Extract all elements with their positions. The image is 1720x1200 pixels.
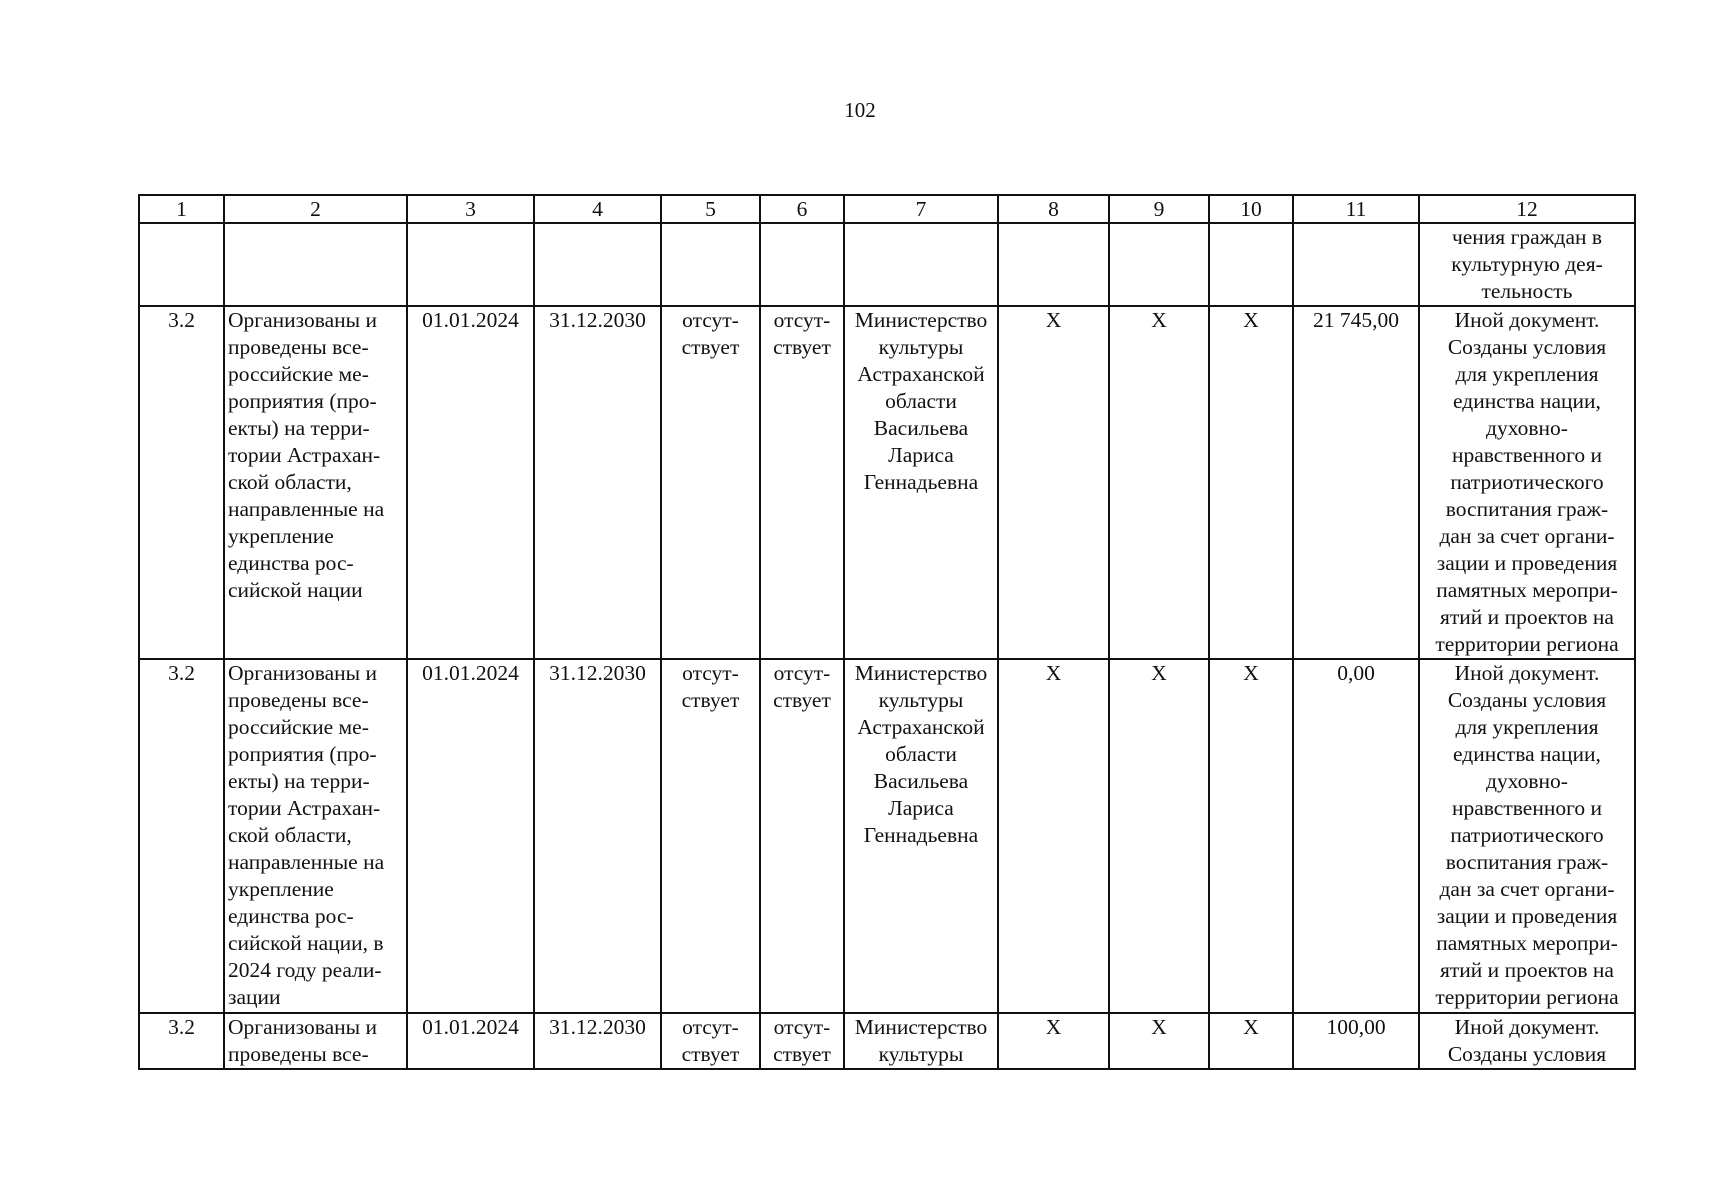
result-cell: Иной документ. Созданы условия для укрепления единства нации, духовно- нравственного и патриотического воспитания граж- дан за счет органи- зации и проведения памятных меропри- ятий и проектов на территории региона xyxy=(1419,659,1635,1013)
amount-cell: 100,00 xyxy=(1293,1013,1419,1069)
column-5-cell: отсут- ствует xyxy=(661,1013,760,1069)
column-header-7: 7 xyxy=(844,195,998,223)
column-header-2: 2 xyxy=(224,195,407,223)
empty-cell xyxy=(139,223,224,306)
item-number-cell: 3.2 xyxy=(139,306,224,659)
result-cell: Иной документ. Созданы условия xyxy=(1419,1013,1635,1069)
start-date-cell: 01.01.2024 xyxy=(407,1013,534,1069)
empty-cell xyxy=(534,223,661,306)
column-header-1: 1 xyxy=(139,195,224,223)
result-continuation-cell: чения граждан в культурную дея- тельность xyxy=(1419,223,1635,306)
empty-cell xyxy=(844,223,998,306)
column-header-5: 5 xyxy=(661,195,760,223)
item-number-cell: 3.2 xyxy=(139,1013,224,1069)
empty-cell xyxy=(661,223,760,306)
responsible-cell: Министерство культуры xyxy=(844,1013,998,1069)
empty-cell xyxy=(998,223,1109,306)
column-header-11: 11 xyxy=(1293,195,1419,223)
column-header-8: 8 xyxy=(998,195,1109,223)
page-number: 102 xyxy=(844,98,876,122)
column-10-cell: X xyxy=(1209,659,1293,1013)
start-date-cell: 01.01.2024 xyxy=(407,659,534,1013)
table-row xyxy=(139,306,1635,659)
column-10-cell: X xyxy=(1209,306,1293,659)
amount-cell: 21 745,00 xyxy=(1293,306,1419,659)
table-row xyxy=(139,659,1635,1013)
measure-name-cell: Организованы и проведены все- российские ме- роприятия (про- екты) на терри- тории Астрахан- ской области, направленные на укрепление единства рос- сийской нации, в 2024 году реали- зации xyxy=(224,659,407,1013)
empty-cell xyxy=(1293,223,1419,306)
column-5-cell: отсут- ствует xyxy=(661,659,760,1013)
empty-cell xyxy=(1209,223,1293,306)
empty-cell xyxy=(224,223,407,306)
continuation-row xyxy=(139,223,1635,306)
measure-name-cell: Организованы и проведены все- xyxy=(224,1013,407,1069)
column-9-cell: X xyxy=(1109,306,1209,659)
column-header-12: 12 xyxy=(1419,195,1635,223)
measure-name-cell: Организованы и проведены все- российские ме- роприятия (про- екты) на терри- тории Астрахан- ской области, направленные на укрепление единства рос- сийской нации xyxy=(224,306,407,659)
end-date-cell: 31.12.2030 xyxy=(534,1013,661,1069)
column-8-cell: X xyxy=(998,306,1109,659)
column-header-9: 9 xyxy=(1109,195,1209,223)
column-8-cell: X xyxy=(998,659,1109,1013)
responsible-cell: Министерство культуры Астраханской области Васильева Лариса Геннадьевна xyxy=(844,659,998,1013)
item-number-cell: 3.2 xyxy=(139,659,224,1013)
column-header-10: 10 xyxy=(1209,195,1293,223)
result-cell: Иной документ. Созданы условия для укрепления единства нации, духовно- нравственного и патриотического воспитания граж- дан за счет органи- зации и проведения памятных меропри- ятий и проектов на территории региона xyxy=(1419,306,1635,659)
end-date-cell: 31.12.2030 xyxy=(534,659,661,1013)
column-6-cell: отсут- ствует xyxy=(760,1013,844,1069)
start-date-cell: 01.01.2024 xyxy=(407,306,534,659)
column-9-cell: X xyxy=(1109,659,1209,1013)
column-10-cell: X xyxy=(1209,1013,1293,1069)
column-header-3: 3 xyxy=(407,195,534,223)
column-8-cell: X xyxy=(998,1013,1109,1069)
end-date-cell: 31.12.2030 xyxy=(534,306,661,659)
empty-cell xyxy=(407,223,534,306)
responsible-cell: Министерство культуры Астраханской области Васильева Лариса Геннадьевна xyxy=(844,306,998,659)
column-header-6: 6 xyxy=(760,195,844,223)
measures-table xyxy=(138,194,1636,1070)
column-header-4: 4 xyxy=(534,195,661,223)
column-6-cell: отсут- ствует xyxy=(760,659,844,1013)
empty-cell xyxy=(760,223,844,306)
header-row xyxy=(139,195,1635,223)
column-9-cell: X xyxy=(1109,1013,1209,1069)
empty-cell xyxy=(1109,223,1209,306)
column-6-cell: отсут- ствует xyxy=(760,306,844,659)
column-5-cell: отсут- ствует xyxy=(661,306,760,659)
table-row xyxy=(139,1013,1635,1069)
amount-cell: 0,00 xyxy=(1293,659,1419,1013)
